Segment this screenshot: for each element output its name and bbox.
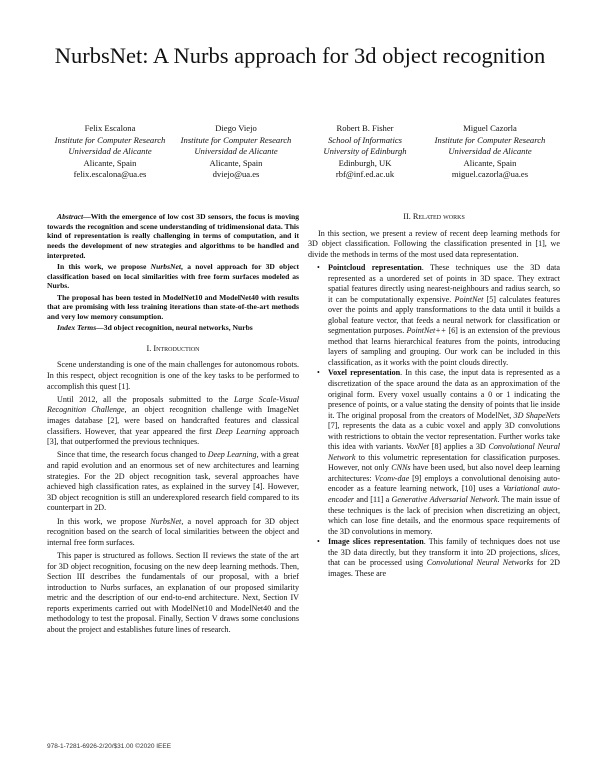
paper-title: NurbsNet: A Nurbs approach for 3d object recognition bbox=[54, 43, 546, 68]
author-location: Edinburgh, UK bbox=[338, 157, 392, 168]
bullet-icon: • bbox=[317, 262, 320, 272]
author-name: Robert B. Fisher bbox=[336, 123, 394, 133]
list-item: • Image slices representation. This family of techniques does not use the 3D data directly, but they transform it into 2D projections, slices, that can be processed using Convolutional Neural Networks for 2D images. These are bbox=[317, 537, 560, 578]
author-affiliation: Institute for Computer Research bbox=[434, 134, 546, 145]
list-item: • Voxel representation. In this case, the input data is represented as a discretization of the space around the data as an approximation of the original form. Every voxel usually contains a 0 or 1 indicating the presence of points, or a value stating the density of points that lie inside it. The original proposal from the creators of ModelNet, 3D ShapeNets [7], represents the data as a cubic voxel and apply 3D convolutions with restrictions to obtain the vector representation. Further works take this idea with variants. VoxNet [8] applies a 3D Convolutional Neural Network to this volumetric representation for classification purposes. However, not only CNNs have been used, but also novel deep learning architectures: Vconv-dae [9] employs a convolutional denoising auto-encoder as a feature learning network, [10] uses a Variational auto-encoder and [11] a Generative Adversarial Network. The main issue of these techniques is the lack of precision when discretizing an object, which can lose fine details, and the enormous space requirements of the 3D convolutions in memory. bbox=[317, 368, 561, 536]
author-name: Miguel Cazorla bbox=[463, 123, 517, 133]
author-affiliation: Institute for Computer Research bbox=[180, 134, 292, 145]
author-email: miguel.cazorla@ua.es bbox=[451, 169, 529, 180]
author-block bbox=[44, 123, 559, 183]
copyright-footer: 978-1-7281-6926-2/20/$31.00 ©2020 IEEE bbox=[47, 743, 172, 750]
abstract bbox=[47, 212, 299, 333]
author-affiliation-2: Universidad de Alicante bbox=[448, 146, 532, 157]
bullet-icon: • bbox=[317, 537, 320, 547]
abstract-paragraph: In this work, we propose NurbsNet, a novel approach for 3D object classification based on local similarities with free form surfaces modeled as Nurbs. bbox=[47, 262, 299, 291]
author-location: Alicante, Spain bbox=[463, 157, 517, 168]
bullet-icon: • bbox=[317, 368, 320, 378]
author-affiliation-2: Universidad de Alicante bbox=[194, 146, 278, 157]
author-affiliation: Institute for Computer Research bbox=[54, 134, 166, 145]
author-email: dviejo@ua.es bbox=[212, 169, 260, 180]
abstract-paragraph: The proposal has been tested in ModelNet10 and ModelNet40 with results that are promising with less training iterations than state-of-the-art methods and very low memory consumption. bbox=[47, 292, 299, 322]
index-terms-label: Index Terms bbox=[57, 323, 97, 333]
author-2 bbox=[170, 123, 302, 181]
author-location: Alicante, Spain bbox=[209, 157, 263, 168]
list-item: • Pointcloud representation. These techniques use the 3D data represented as a unordered set of points in 3D space. They extract spatial features directly using nearest-neighbours and radius search, so it can be computationally expensive. PointNet [5] calculates features over the points and apply transformations to the data until it builds a global feature vector, that feeds a neural network for classification or segmentation purposes. PointNet++ [6] is an extension of the previous method that learns hierarchical features from the points, introducing layers of sampling and grouping. Our work can be included in this classification, as it works with the point clouds directly. bbox=[317, 262, 560, 367]
left-column bbox=[47, 212, 299, 638]
intro-paragraph: Until 2012, all the proposals submitted to the Large Scale-Visual Recognition Challenge, an object recognition challenge with ImageNet images database [2], were based on handcrafted features and classical classifiers. However, that year appeared the first Deep Learning approach [3], that outperformed the previous techniques. bbox=[47, 394, 300, 447]
intro-paragraph: In this work, we propose NurbsNet, a novel approach for 3D object recognition based on the search of local similarities between the object and internal free form surfaces. bbox=[47, 516, 299, 547]
abstract-label: Abstract bbox=[57, 212, 84, 221]
right-column bbox=[308, 212, 560, 579]
author-name: Diego Viejo bbox=[215, 123, 257, 133]
author-email: felix.escalona@ua.es bbox=[73, 169, 147, 180]
author-email: rbf@inf.ed.ac.uk bbox=[335, 169, 395, 180]
intro-paragraph: Scene understanding is one of the main challenges for autonomous robots. In this respect, object recognition is one of the key tasks to be performed to accomplish this quest [1]. bbox=[47, 360, 299, 391]
author-location: Alicante, Spain bbox=[83, 157, 137, 168]
index-terms: Index Terms—3d object recognition, neural networks, Nurbs bbox=[57, 323, 253, 333]
abstract-paragraph: Abstract—With the emergence of low cost 3D sensors, the focus is moving towards the recognition and scene understanding of tridimensional data. This kind of representation is really challenging in terms of computation, and it needs the development of new strategies and algorithms to be handled and interpreted. bbox=[47, 212, 299, 260]
author-1 bbox=[44, 123, 176, 181]
intro-paragraph: Since that time, the research focus changed to Deep Learning, with a great and rapid evolution and an enormous set of new architectures and learning strategies. For the 2D object recognition task, several approaches have achieved high classification rates, as explained in the survey [4]. However, 3D object recognition is still an underexplored research field compared to its counterpart in 2D. bbox=[47, 450, 299, 513]
section-heading-introduction: I. Introduction bbox=[146, 343, 200, 353]
related-intro-paragraph: In this section, we present a review of recent deep learning methods for 3D object classification. Following the classification presented in [1], we divide the methods in terms of the most used data representation. bbox=[308, 228, 560, 259]
methods-list bbox=[308, 263, 560, 579]
author-affiliation-2: University of Edinburgh bbox=[323, 146, 407, 157]
author-name: Felix Escalona bbox=[84, 123, 136, 133]
author-affiliation-2: Universidad de Alicante bbox=[68, 146, 152, 157]
author-affiliation: School of Informatics bbox=[328, 134, 402, 145]
intro-paragraph: This paper is structured as follows. Section II reviews the state of the art for 3D object recognition, focusing on the new deep learning methods. Then, Section III describes the fundamentals of our proposal, with a brief introduction to Nurbs surfaces, an explanation of our proposed similarity metric and the description of our end-to-end architecture. Next, Section IV reports experiments carried out with ModelNet10 and ModelNet40 and the methodology to test the proposal. Finally, Section V draws some conclusions about the project and establishes future lines of research. bbox=[47, 550, 299, 634]
author-4 bbox=[424, 123, 556, 181]
author-3 bbox=[299, 123, 431, 181]
section-heading-related-works: II. Related works bbox=[403, 212, 465, 221]
